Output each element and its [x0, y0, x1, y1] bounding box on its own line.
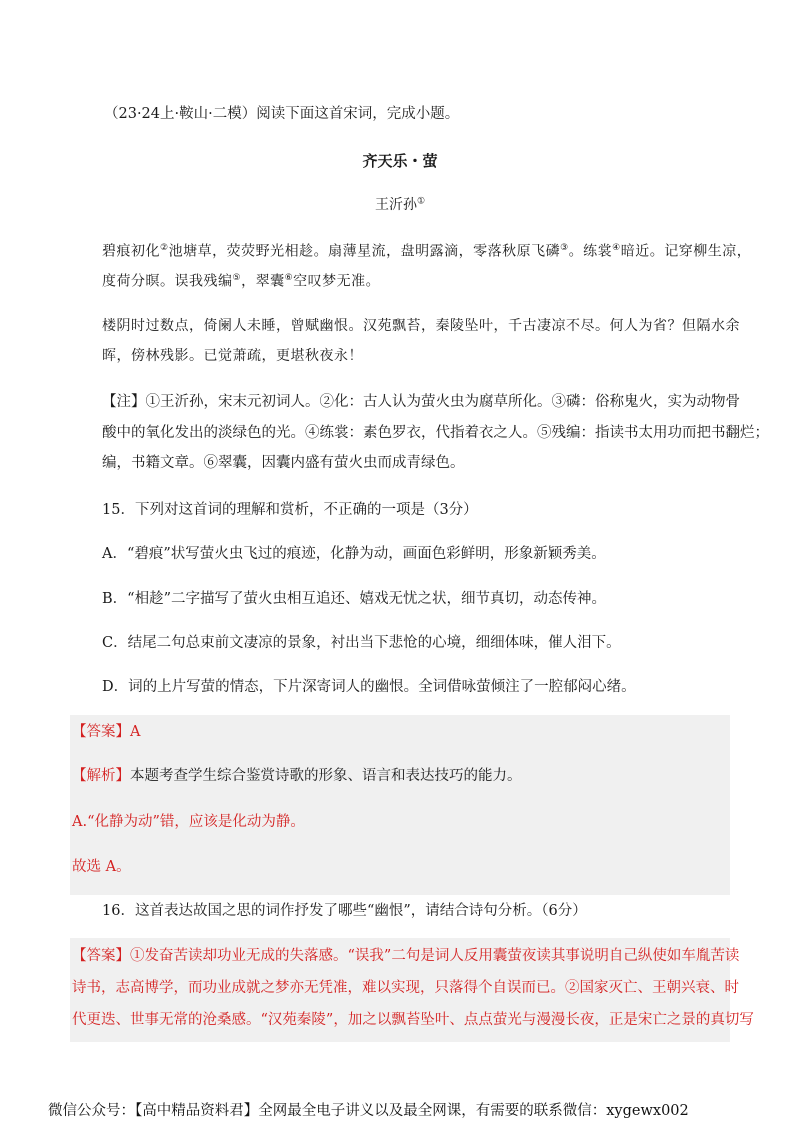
q15-option-a: A．“碧痕”状写萤火虫飞过的痕迹，化静为动，画面色彩鲜明，形象新颖秀美。 [102, 546, 606, 562]
q15-explain: A.“化静为动”错，应该是化动为静。 [72, 814, 305, 830]
poem-text: 暗近。记穿柳生凉， [620, 243, 752, 260]
poem-text: 池塘草，荧荧野光相趁。扇薄星流，盘明露滴，零落秋原飞磷 [168, 243, 561, 260]
note-line1: 【注】①王沂孙，宋末元初词人。②化：古人认为萤火虫为腐草所化。③磷：俗称鬼火，实为动物骨 [102, 394, 740, 410]
q15-answer [72, 722, 140, 742]
intro-text: （23·24上·鞍山·二模）阅读下面这首宋词，完成小题。 [104, 106, 460, 122]
answer-text: ①发奋苦读却功业无成的失落感。“误我”二句是词人反用囊萤夜读其事说明自己纵使如车胤苦读 [130, 948, 740, 964]
answer-value: A [130, 724, 141, 740]
analysis-label: 【解析】 [72, 768, 130, 784]
poem-stanza2-line2: 晖，傍林残影。已觉萧疏，更堪秋夜永！ [102, 348, 363, 364]
footnote-marker: ② [160, 243, 169, 253]
poem-text: 。练裳 [568, 243, 613, 260]
note-line2: 酸中的氧化发出的淡绿色的光。④练裳：素色罗衣，代指着衣之人。⑤残编：指读书太用功而把书翻烂； [102, 425, 769, 441]
author-note-marker: ① [416, 196, 426, 207]
analysis-text: 本题考查学生综合鉴赏诗歌的形象、语言和表达技巧的能力。 [130, 768, 522, 784]
footer-text: 微信公众号：【高中精品资料君】全网最全电子讲义以及最全网课，有需要的联系微信：xygewx002 [48, 1103, 689, 1119]
poem-text: 度荷分暝。误我残编 [102, 273, 233, 290]
q15-stem: 15．下列对这首词的理解和赏析，不正确的一项是（3分） [102, 502, 478, 518]
poem-stanza2-line1: 楼阴时过数点，倚阑人未睡，曾赋幽恨。汉苑飘苔，秦陵坠叶，千古凄凉不尽。何人为省？但隔水余 [102, 318, 740, 334]
q16-answer-line1 [72, 946, 739, 966]
q15-option-b: B．“相趁”二字描写了萤火虫相互追还、嬉戏无忧之状，细节真切，动态传神。 [102, 591, 606, 607]
answer-label: 【答案】 [72, 948, 130, 964]
poem-text: 空叹梦无准。 [293, 273, 381, 290]
footnote-marker: ④ [612, 243, 621, 253]
q15-conclusion: 故选 A。 [72, 859, 131, 875]
author-name: 王沂孙 [374, 197, 417, 213]
footnote-marker: ③ [560, 243, 569, 253]
q15-analysis [72, 766, 522, 786]
q15-option-d: D．词的上片写萤的情态，下片深寄词人的幽恨。全词借咏萤倾注了一腔郁闷心绪。 [102, 679, 636, 695]
poem-text: 碧痕初化 [102, 243, 160, 260]
poem-title: 齐天乐・萤 [362, 152, 438, 170]
q16-answer-line3: 代更迭、世事无常的沧桑感。“汉苑秦陵”，加之以飘苔坠叶、点点萤光与漫漫长夜，正是宋亡之景的真切写 [72, 1012, 754, 1028]
q15-option-c: C．结尾二句总束前文凄凉的景象，衬出当下悲怆的心境，细细体味，催人泪下。 [102, 635, 621, 651]
note-line3: 编，书籍文章。⑥翠囊，因囊内盛有萤火虫而成青绿色。 [102, 455, 465, 471]
poem-text: ，翠囊 [241, 273, 285, 290]
q16-stem: 16．这首表达故国之思的词作抒发了哪些“幽恨”，请结合诗句分析。（6分） [102, 903, 587, 919]
footnote-marker: ⑤ [232, 273, 242, 283]
q16-answer-line2: 诗书，志高博学，而功业成就之梦亦无凭准，难以实现，只落得个自误而已。②国家灭亡、王朝兴衰、时 [72, 980, 739, 996]
poem-author [0, 194, 800, 214]
footnote-marker: ⑥ [284, 273, 294, 283]
answer-label: 【答案】 [72, 724, 130, 740]
poem-stanza1-line1 [102, 238, 751, 262]
q15-answer-box [70, 715, 730, 895]
poem-stanza1-line2 [102, 268, 380, 292]
